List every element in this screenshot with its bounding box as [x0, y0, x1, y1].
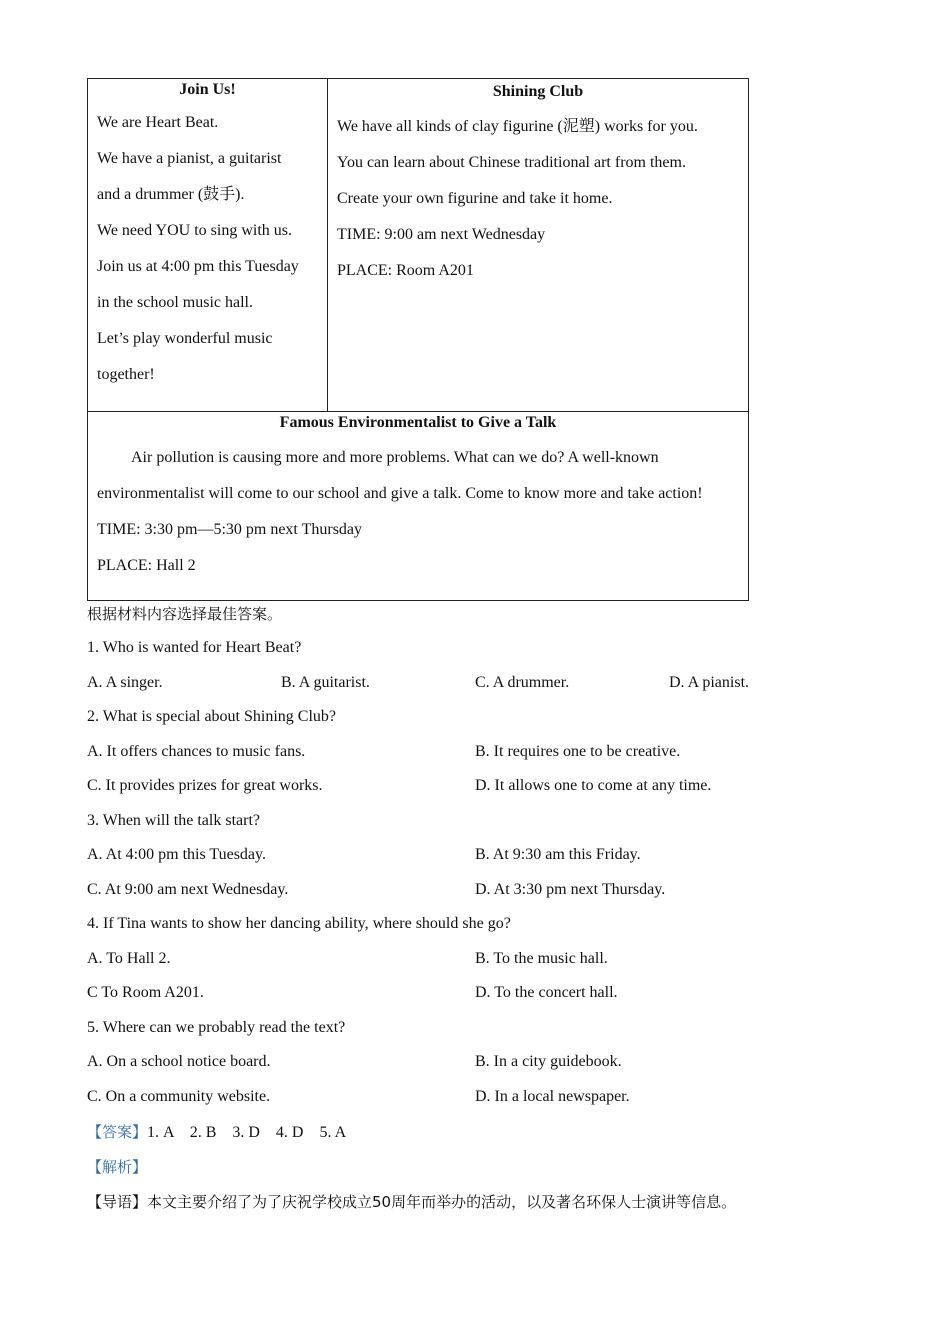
join-us-line: in the school music hall. [97, 294, 253, 311]
shining-club-line: TIME: 9:00 am next Wednesday [337, 226, 546, 243]
talk-line: PLACE: Hall 2 [97, 557, 196, 574]
join-us-line: together! [97, 366, 155, 383]
q2-option-b: B. It requires one to be creative. [475, 743, 681, 760]
talk-title: Famous Environmentalist to Give a Talk [279, 414, 557, 431]
q1-option-a: A. A singer. [87, 674, 163, 691]
answer-label: 【答案】 [87, 1123, 148, 1141]
q2-option-a: A. It offers chances to music fans. [87, 743, 306, 760]
question-1-stem: 1. Who is wanted for Heart Beat? [87, 639, 302, 656]
join-us-line: We are Heart Beat. [97, 114, 219, 131]
q4-option-b: B. To the music hall. [475, 950, 608, 967]
q4-option-a: A. To Hall 2. [87, 950, 171, 967]
join-us-title: Join Us! [179, 81, 236, 98]
notice-shining-club [328, 79, 749, 412]
q4-option-c: C To Room A201. [87, 984, 204, 1001]
q2-option-d: D. It allows one to come at any time. [475, 777, 712, 794]
shining-club-line: You can learn about Chinese traditional art from them. [337, 154, 686, 171]
talk-line: TIME: 3:30 pm—5:30 pm next Thursday [97, 521, 363, 538]
question-3-stem: 3. When will the talk start? [87, 812, 260, 829]
question-5-stem: 5. Where can we probably read the text? [87, 1019, 346, 1036]
shining-club-line: Create your own figurine and take it home. [337, 190, 613, 207]
join-us-line: Let’s play wonderful music [97, 330, 273, 347]
shining-club-line: PLACE: Room A201 [337, 262, 474, 279]
q2-option-c: C. It provides prizes for great works. [87, 777, 323, 794]
join-us-line: We need YOU to sing with us. [97, 222, 292, 239]
answer-text: 1. A 2. B 3. D 4. D 5. A [147, 1124, 347, 1141]
q5-option-d: D. In a local newspaper. [475, 1088, 630, 1105]
join-us-line: We have a pianist, a guitarist [97, 150, 282, 167]
q4-option-d: D. To the concert hall. [475, 984, 618, 1001]
talk-line: Air pollution is causing more and more problems. What can we do? A well-known [131, 449, 659, 466]
notice-table [87, 78, 749, 601]
analysis-row [87, 1157, 147, 1178]
q3-option-c: C. At 9:00 am next Wednesday. [87, 881, 289, 898]
guide-text: 本文主要介绍了为了庆祝学校成立50周年而举办的活动，以及著名环保人士演讲等信息。 [147, 1193, 737, 1211]
shining-club-line: We have all kinds of clay figurine (泥塑) works for you. [337, 118, 698, 135]
talk-line: environmentalist will come to our school and give a talk. Come to know more and take action! [97, 485, 703, 502]
q5-option-c: C. On a community website. [87, 1088, 271, 1105]
q3-option-b: B. At 9:30 am this Friday. [475, 846, 641, 863]
join-us-line: Join us at 4:00 pm this Tuesday [97, 258, 299, 275]
q1-option-c: C. A drummer. [475, 674, 570, 691]
analysis-label: 【解析】 [87, 1158, 148, 1176]
join-us-line: and a drummer (鼓手). [97, 186, 245, 203]
question-2-stem: 2. What is special about Shining Club? [87, 708, 337, 725]
q1-option-b: B. A guitarist. [281, 674, 370, 691]
q1-option-d: D. A pianist. [669, 674, 750, 691]
q3-option-a: A. At 4:00 pm this Tuesday. [87, 846, 266, 863]
notice-talk [88, 412, 749, 601]
q5-option-b: B. In a city guidebook. [475, 1053, 622, 1070]
notice-join-us [88, 79, 328, 412]
answer-row [87, 1122, 346, 1143]
guide-label: 【导语】 [87, 1193, 148, 1211]
instruction: 根据材料内容选择最佳答案。 [87, 605, 283, 623]
guide-row [87, 1192, 736, 1212]
q3-option-d: D. At 3:30 pm next Thursday. [475, 881, 666, 898]
shining-club-title: Shining Club [492, 83, 584, 100]
q5-option-a: A. On a school notice board. [87, 1053, 271, 1070]
question-4-stem: 4. If Tina wants to show her dancing ability, where should she go? [87, 915, 511, 932]
